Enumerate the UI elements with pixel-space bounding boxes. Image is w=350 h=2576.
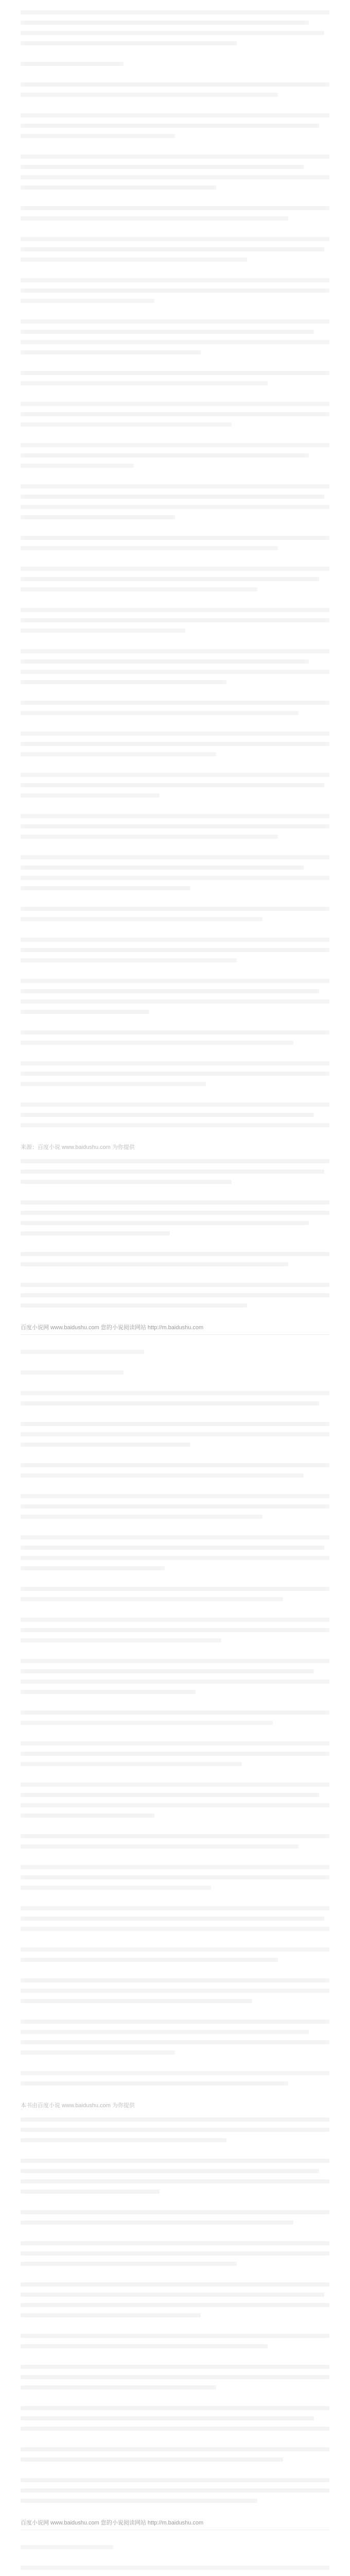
text-block-37 [21,1463,329,1467]
text-block-36 [21,1422,329,1426]
text-block-19c [21,752,216,756]
text-block-16b [21,618,329,622]
text-block-29b [21,1170,324,1174]
text-block-3b [21,93,278,97]
text-block-9b [21,330,314,334]
text-block-49b [21,1958,278,1962]
text-block-57b [21,2293,324,2297]
text-block-15c [21,587,257,591]
text-block-39 [21,1535,329,1539]
text-block-16c [21,629,185,633]
text-block-2 [21,62,124,66]
text-block-34 [21,1370,124,1375]
text-block-25 [21,979,329,983]
text-block-53c [21,2138,226,2142]
text-block-13d [21,515,175,519]
text-block-5b [21,165,304,169]
text-block-54c [21,2179,329,2183]
text-block-35 [21,1391,329,1395]
text-block-33 [21,1350,144,1354]
footer-2: 百度小说网 www.baidushu.com 您的小说阅读网站 http://m.baidushu.com [21,2520,204,2526]
text-block-42b [21,1669,314,1673]
text-block-24b [21,948,329,952]
watermark-2: 本书由百度小说 www.baidushu.com 为你提供 [21,2103,135,2109]
text-block-21b [21,824,329,828]
text-block-8 [21,278,329,282]
text-block-42 [21,1659,329,1663]
text-block-22b [21,866,304,870]
text-block-25b [21,989,319,993]
text-block-14b [21,546,278,550]
text-block-11c [21,422,232,427]
text-block-7c [21,258,247,262]
text-block-5d [21,185,216,190]
text-block-60 [21,2406,329,2410]
text-block-15 [21,567,329,571]
text-block-62 [21,2478,329,2482]
text-block-47b [21,1875,329,1879]
text-block-64 [21,2566,329,2570]
text-block-54d [21,2190,160,2194]
text-block-37b [21,1473,304,1478]
text-block-11 [21,402,329,406]
text-block-51c [21,2040,329,2044]
text-block-59b [21,2375,329,2379]
text-block-59 [21,2365,329,2369]
text-block-58b [21,2344,268,2348]
text-block-52 [21,2071,329,2075]
text-block-4b [21,124,319,128]
text-block-54 [21,2159,329,2163]
text-block-30c [21,1221,309,1225]
text-block-62c [21,2499,257,2503]
text-block-46 [21,1834,329,1838]
text-block-59c [21,2385,216,2389]
text-block-16 [21,608,329,612]
text-block-1d [21,41,237,45]
text-block-35b [21,1401,319,1405]
text-block-56c [21,2262,237,2266]
text-block-44 [21,1741,329,1745]
text-block-44b [21,1752,329,1756]
text-block-20c [21,793,160,798]
text-block-27b [21,1072,329,1076]
text-block-53 [21,2117,329,2122]
text-block-18 [21,701,329,705]
watermark-1: 来源：百度小说 www.baidushu.com 为你提供 [21,1144,135,1150]
text-block-38b [21,1504,329,1509]
text-block-45d [21,1814,154,1818]
text-block-6b [21,216,288,221]
text-block-12b [21,453,309,457]
text-block-30 [21,1200,329,1205]
text-block-48 [21,1906,329,1910]
text-block-20b [21,783,324,787]
text-block-28c [21,1123,329,1127]
text-block-47 [21,1865,329,1869]
text-block-48c [21,1927,329,1931]
text-block-47c [21,1886,211,1890]
text-block-57 [21,2282,329,2286]
text-block-49 [21,1947,329,1952]
text-block-9c [21,340,329,344]
text-block-27c [21,1082,206,1086]
text-block-24 [21,938,329,942]
text-block-43b [21,1721,273,1725]
text-block-28b [21,1113,314,1117]
text-block-30d [21,1231,170,1235]
text-block-14 [21,536,329,540]
text-block-51b [21,2030,309,2034]
text-block-61 [21,2447,329,2451]
text-block-39c [21,1556,329,1560]
text-block-43 [21,1710,329,1715]
text-block-51d [21,2050,175,2055]
text-block-3 [21,82,329,87]
text-block-32b [21,1293,329,1297]
text-block-22c [21,876,329,880]
text-block-28 [21,1103,329,1107]
text-block-41 [21,1618,329,1622]
text-block-46b [21,1844,299,1849]
text-block-52b [21,2081,288,2086]
text-block-25c [21,999,329,1004]
text-block-39d [21,1566,165,1570]
text-block-24c [21,958,237,962]
text-block-10b [21,381,268,385]
text-block-32 [21,1283,329,1287]
text-block-15b [21,577,319,581]
text-block-38 [21,1494,329,1498]
text-block-29 [21,1159,329,1163]
text-block-21 [21,814,329,818]
text-block-13b [21,495,324,499]
text-block-26b [21,1041,293,1045]
text-block-7b [21,247,324,251]
page-divider-1 [21,1334,329,1335]
text-block-13c [21,505,329,509]
text-block-20 [21,773,329,777]
text-block-51 [21,2020,329,2024]
text-block-1 [21,10,329,14]
text-block-17c [21,670,329,674]
text-block-29c [21,1180,232,1184]
footer-1: 百度小说网 www.baidushu.com 您的小说阅读网站 http://m.baidushu.com [21,1325,204,1331]
text-block-42d [21,1690,196,1694]
text-block-57d [21,2313,201,2317]
text-block-42c [21,1680,329,1684]
text-block-17b [21,659,309,664]
text-block-25d [21,1010,149,1014]
text-block-30b [21,1211,329,1215]
text-block-45b [21,1793,319,1797]
text-block-10 [21,371,329,375]
text-block-21c [21,835,278,839]
text-block-7 [21,237,329,241]
text-block-23 [21,907,329,911]
text-block-48b [21,1917,324,1921]
text-block-55b [21,2221,293,2225]
text-block-60c [21,2427,329,2431]
text-block-1c [21,31,324,35]
text-block-9 [21,319,329,324]
text-block-50c [21,1999,252,2003]
text-block-45 [21,1783,329,1787]
text-block-41b [21,1628,329,1632]
text-block-60b [21,2416,314,2420]
text-block-6 [21,206,329,210]
text-block-63 [21,2545,113,2549]
text-block-17 [21,649,329,653]
text-block-41c [21,1638,221,1642]
text-block-55 [21,2210,329,2214]
text-block-11b [21,412,329,416]
text-block-9d [21,350,201,354]
text-block-4c [21,134,175,138]
text-block-8b [21,289,329,293]
text-block-13 [21,484,329,488]
text-block-31 [21,1252,329,1256]
text-block-23b [21,917,262,921]
text-block-36b [21,1432,329,1436]
text-block-50 [21,1978,329,1982]
text-block-4 [21,113,329,117]
text-block-61b [21,2458,283,2462]
text-block-39b [21,1546,324,1550]
text-block-31b [21,1262,288,1266]
text-block-18b [21,711,299,715]
text-block-45c [21,1803,329,1807]
text-block-22d [21,886,190,890]
text-block-44c [21,1762,242,1766]
text-block-53b [21,2128,329,2132]
text-block-8c [21,299,154,303]
text-block-26 [21,1030,329,1035]
text-block-17d [21,680,226,684]
text-block-56 [21,2241,329,2245]
text-block-40b [21,1597,283,1601]
text-block-22 [21,855,329,859]
text-block-1b [21,21,309,25]
text-block-50b [21,1989,329,1993]
text-block-12 [21,443,329,447]
text-block-12c [21,464,134,468]
text-block-19 [21,732,329,736]
text-block-54b [21,2169,319,2173]
text-block-40 [21,1587,329,1591]
text-block-58 [21,2334,329,2338]
text-block-27 [21,1061,329,1065]
text-block-36c [21,1443,190,1447]
text-block-62b [21,2488,329,2493]
text-block-19b [21,742,329,746]
text-block-57c [21,2303,329,2307]
text-block-32c [21,1303,247,1308]
text-block-38c [21,1515,262,1519]
text-block-5c [21,175,329,179]
text-block-5 [21,155,329,159]
text-block-56b [21,2251,329,2256]
